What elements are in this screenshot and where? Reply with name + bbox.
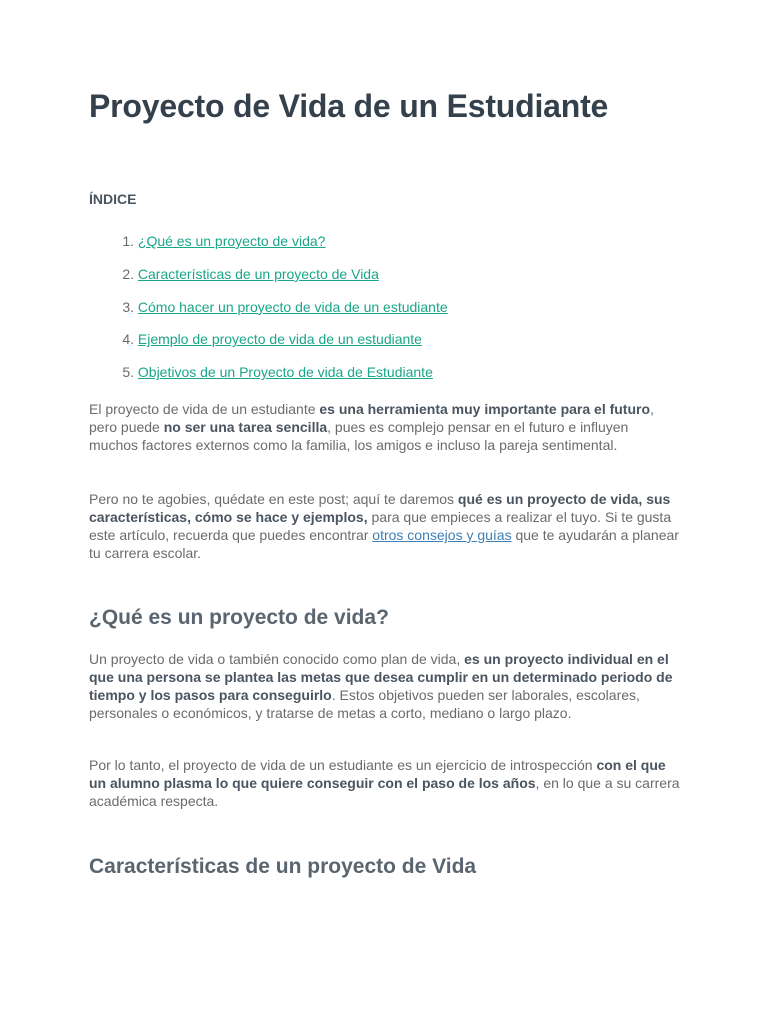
toc-number: 5. <box>122 364 134 381</box>
toc-item-3 <box>89 298 448 331</box>
text-run: , en lo que a su carrera académica respecta. <box>89 775 680 809</box>
bold-run: con el que un alumno plasma lo que quiere conseguir con el paso de los años <box>89 757 666 791</box>
toc-number: 4. <box>122 331 134 348</box>
otros-consejos-link[interactable]: otros consejos y guías <box>372 527 512 543</box>
text-run: que te ayudarán a planear tu carrera escolar. <box>89 527 679 561</box>
text-run: Un proyecto de vida o también conocido como plan de vida, <box>89 651 465 667</box>
toc-link-ejemplo[interactable]: Ejemplo de proyecto de vida de un estudiante <box>137 331 422 348</box>
intro-paragraph-2 <box>89 490 681 562</box>
toc-number: 2. <box>122 265 134 282</box>
toc-item-1 <box>89 232 448 265</box>
toc-number: 1. <box>122 233 134 249</box>
index-label: ÍNDICE <box>89 191 137 207</box>
section-heading-que-es: ¿Qué es un proyecto de vida? <box>89 606 389 629</box>
section1-paragraph-2 <box>89 756 681 810</box>
text-run: El proyecto de vida de un estudiante <box>89 401 320 417</box>
bold-run: no ser una tarea sencilla <box>163 419 328 435</box>
toc-link-caracteristicas[interactable]: Características de un proyecto de Vida <box>137 265 379 282</box>
toc-link-como-hacer[interactable]: Cómo hacer un proyecto de vida de un estudiante <box>137 298 448 315</box>
toc-number: 3. <box>122 298 134 315</box>
toc-link-objetivos[interactable]: Objetivos de un Proyecto de vida de Estudiante <box>137 364 433 381</box>
text-run: . Estos objetivos pueden ser laborales, escolares, personales o económicos, y tratarse de metas a corto, mediano o largo plazo. <box>89 687 640 721</box>
bold-run: es una herramienta muy importante para el futuro <box>319 401 651 417</box>
bold-run: es un proyecto individual en el que una persona se plantea las metas que desea cumplir en un determinado periodo de tiempo y los pasos para conseguirlo <box>89 651 673 703</box>
bold-run: qué es un proyecto de vida, sus características, cómo se hace y ejemplos, <box>89 491 671 525</box>
section1-paragraph-1 <box>89 650 681 722</box>
section-heading-caracteristicas: Características de un proyecto de Vida <box>89 855 477 878</box>
table-of-contents <box>89 232 448 396</box>
text-run: Pero no te agobies, quédate en este post; aquí te daremos <box>89 491 458 507</box>
intro-paragraph-1 <box>89 400 681 454</box>
text-run: , pues es complejo pensar en el futuro e influyen muchos factores externos como la familia, los amigos e incluso la pareja sentimental. <box>89 419 629 453</box>
page-title: Proyecto de Vida de un Estudiante <box>89 88 609 124</box>
toc-item-4 <box>89 330 448 363</box>
toc-item-2 <box>89 265 448 298</box>
toc-link-que-es[interactable]: ¿Qué es un proyecto de vida? <box>137 233 326 249</box>
text-run: Por lo tanto, el proyecto de vida de un estudiante es un ejercicio de introspección <box>89 757 597 773</box>
toc-item-5 <box>89 363 448 396</box>
text-run: , pero puede <box>89 401 654 435</box>
text-run: para que empieces a realizar el tuyo. Si te gusta este artículo, recuerda que puedes encontrar <box>89 509 672 543</box>
